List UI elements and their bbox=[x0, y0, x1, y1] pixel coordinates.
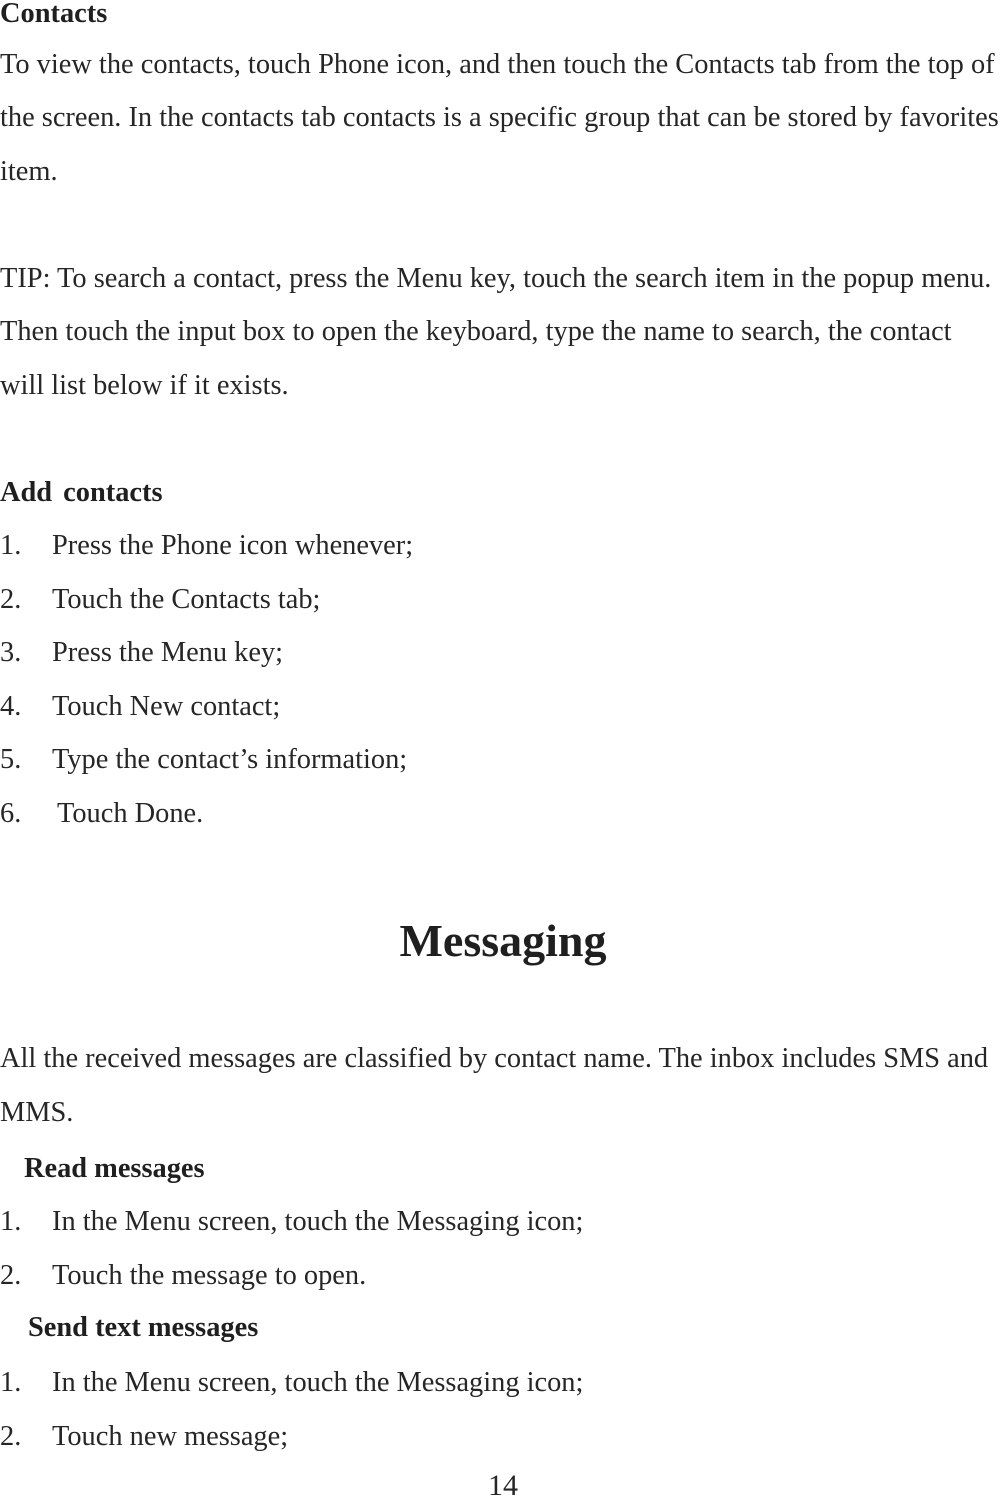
list-item-text: Touch New contact; bbox=[52, 691, 281, 722]
list-item-number: 1. bbox=[0, 530, 22, 561]
add-contacts-title: Add contacts bbox=[0, 477, 163, 508]
list-item bbox=[0, 746, 1006, 774]
list-item-text: Touch the Contacts tab; bbox=[52, 584, 321, 615]
list-item bbox=[0, 1208, 1006, 1236]
list-item-text: Press the Menu key; bbox=[52, 637, 284, 668]
list-item-text: Press the Phone icon whenever; bbox=[52, 530, 414, 561]
list-item bbox=[0, 693, 1006, 721]
paragraph-line: All the received messages are classified by contact name. The inbox includes SMS and bbox=[0, 1043, 989, 1074]
list-item-text: Type the contact’s information; bbox=[52, 744, 408, 775]
paragraph-line: To view the contacts, touch Phone icon, and then touch the Contacts tab from the top of bbox=[0, 49, 995, 80]
list-item-number: 2. bbox=[0, 1421, 22, 1452]
list-item bbox=[0, 639, 1006, 667]
list-item-number: 6. bbox=[0, 798, 22, 829]
messaging-heading: Messaging bbox=[399, 915, 607, 966]
list-item-number: 5. bbox=[0, 744, 22, 775]
paragraph-line: Then touch the input box to open the keyboard, type the name to search, the contact bbox=[0, 316, 952, 347]
list-item-number: 1. bbox=[0, 1367, 22, 1398]
contacts-title: Contacts bbox=[0, 0, 108, 29]
page-number: 14 bbox=[488, 1469, 518, 1502]
list-item-text: In the Menu screen, touch the Messaging icon; bbox=[52, 1367, 584, 1398]
list-item-number: 2. bbox=[0, 1260, 22, 1291]
paragraph-line: will list below if it exists. bbox=[0, 370, 289, 401]
list-item-text: Touch Done. bbox=[57, 798, 204, 829]
list-item bbox=[0, 1369, 1006, 1397]
list-item-text: In the Menu screen, touch the Messaging icon; bbox=[52, 1206, 584, 1237]
read-messages-title: Read messages bbox=[24, 1153, 205, 1184]
send-text-messages-title: Send text messages bbox=[28, 1312, 259, 1343]
list-item-number: 2. bbox=[0, 584, 22, 615]
list-item bbox=[0, 586, 1006, 614]
list-item-number: 1. bbox=[0, 1206, 22, 1237]
list-item-text: Touch the message to open. bbox=[52, 1260, 367, 1291]
list-item bbox=[0, 1262, 1006, 1290]
paragraph-line: item. bbox=[0, 156, 58, 187]
list-item bbox=[0, 532, 1006, 560]
list-item bbox=[0, 800, 1006, 828]
list-item-number: 3. bbox=[0, 637, 22, 668]
list-item-text: Touch new message; bbox=[52, 1421, 289, 1452]
list-item bbox=[0, 1423, 1006, 1451]
list-item-number: 4. bbox=[0, 691, 22, 722]
paragraph-line: the screen. In the contacts tab contacts is a specific group that can be stored by favorites bbox=[0, 102, 999, 133]
paragraph-line: MMS. bbox=[0, 1097, 74, 1128]
paragraph-line: TIP: To search a contact, press the Menu key, touch the search item in the popup menu. bbox=[0, 263, 992, 294]
